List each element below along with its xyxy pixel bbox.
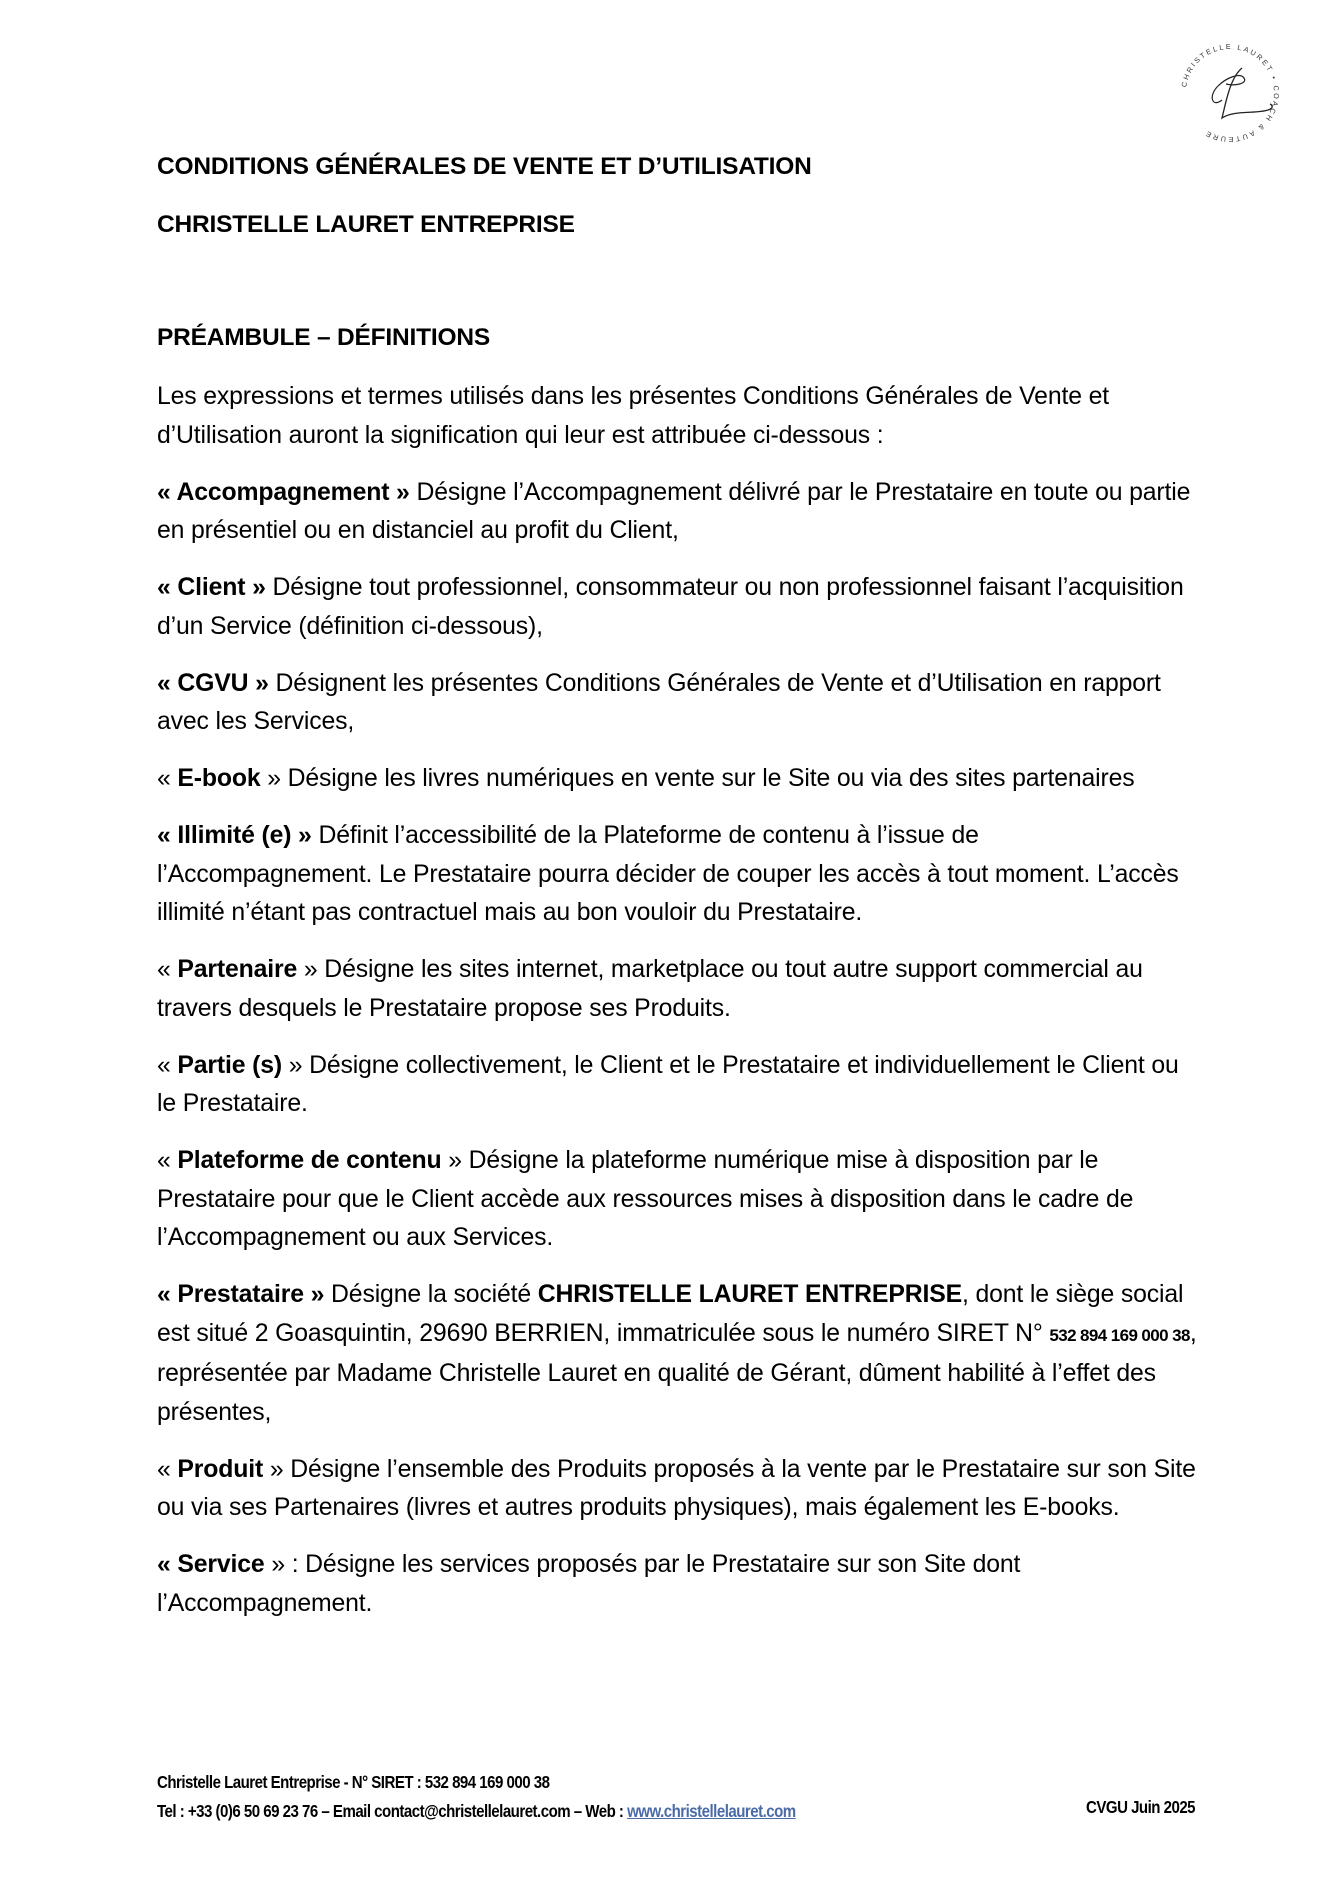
definition-item: « Plateforme de contenu » Désigne la plateforme numérique mise à disposition par le Prestataire pour que le Client accède aux ressources mises à disposition dans le cadre de l’Accompagnement ou aux Services. [157, 1147, 1134, 1251]
company-title: CHRISTELLE LAURET ENTREPRISE [157, 211, 575, 238]
document-version: CVGU Juin 2025 [1086, 1797, 1196, 1817]
footer-company-line: Christelle Lauret Entreprise - N° SIRET : 532 894 169 000 38 [157, 1772, 550, 1792]
section-heading: PRÉAMBULE – DÉFINITIONS [157, 324, 490, 351]
logo-seal [1160, 38, 1300, 148]
definition-item: « Illimité (e) » Définit l’accessibilité de la Plateforme de contenu à l’issue de l’Accompagnement. Le Prestataire pourra décider de couper les accès à tout moment. L’accès illimité n’étant pas contractuel mais au bon vouloir du Prestataire. [157, 822, 1179, 926]
definition-item: « Partenaire » Désigne les sites internet, marketplace ou tout autre support commercial au travers desquels le Prestataire propose ses Produits. [157, 956, 1143, 1022]
svg-text:CHRISTELLE LAURET • COACH & AU: CHRISTELLE LAURET • COACH & AUTEURE [1179, 41, 1282, 145]
definition-item: « Produit » Désigne l’ensemble des Produits proposés à la vente par le Prestataire sur son Site ou via ses Partenaires (livres et autres produits physiques), mais également les E-books. [157, 1455, 1196, 1521]
intro-paragraph: Les expressions et termes utilisés dans les présentes Conditions Générales de Vente et d’Utilisation auront la signification qui leur est attribuée ci-dessous : [157, 383, 1109, 449]
footer [157, 1768, 1043, 1826]
definition-item: « CGVU » Désignent les présentes Conditions Générales de Vente et d’Utilisation en rapport avec les Services, [157, 669, 1161, 735]
definition-item: « E-book » Désigne les livres numériques en vente sur le Site ou via des sites partenaires [157, 765, 1135, 792]
definition-item: « Service » : Désigne les services proposés par le Prestataire sur son Site dont l’Accompagnement. [157, 1551, 1021, 1617]
definitions-body [157, 378, 1197, 1642]
siret-number: 532 894 169 000 38 [1049, 1325, 1190, 1345]
definition-item: « Partie (s) » Désigne collectivement, le Client et le Prestataire et individuellement le Client ou le Prestataire. [157, 1051, 1179, 1117]
website-link[interactable]: www.christellelauret.com [627, 1801, 796, 1821]
document-title: CONDITIONS GÉNÉRALES DE VENTE ET D’UTILISATION [157, 153, 812, 180]
definition-item: « Accompagnement » Désigne l’Accompagnement délivré par le Prestataire en toute ou partie en présentiel ou en distanciel au profit du Client, [157, 478, 1191, 544]
footer-contact-line: Tel : +33 (0)6 50 69 23 76 – Email contact@christellelauret.com – Web : www.christellelauret.com [157, 1801, 796, 1821]
definition-item: « Prestataire » Désigne la société CHRISTELLE LAURET ENTREPRISE, dont le siège social est situé 2 Goasquintin, 29690 BERRIEN, immatriculée sous le numéro SIRET N° 532 894 169 000 38, représentée par Madame Christelle Lauret en qualité de Gérant, dûment habilité à l’effet des présentes, [157, 1281, 1197, 1426]
definition-item: « Client » Désigne tout professionnel, consommateur ou non professionnel faisant l’acquisition d’un Service (définition ci-dessous), [157, 574, 1184, 640]
logo-seal-icon [1160, 38, 1300, 148]
